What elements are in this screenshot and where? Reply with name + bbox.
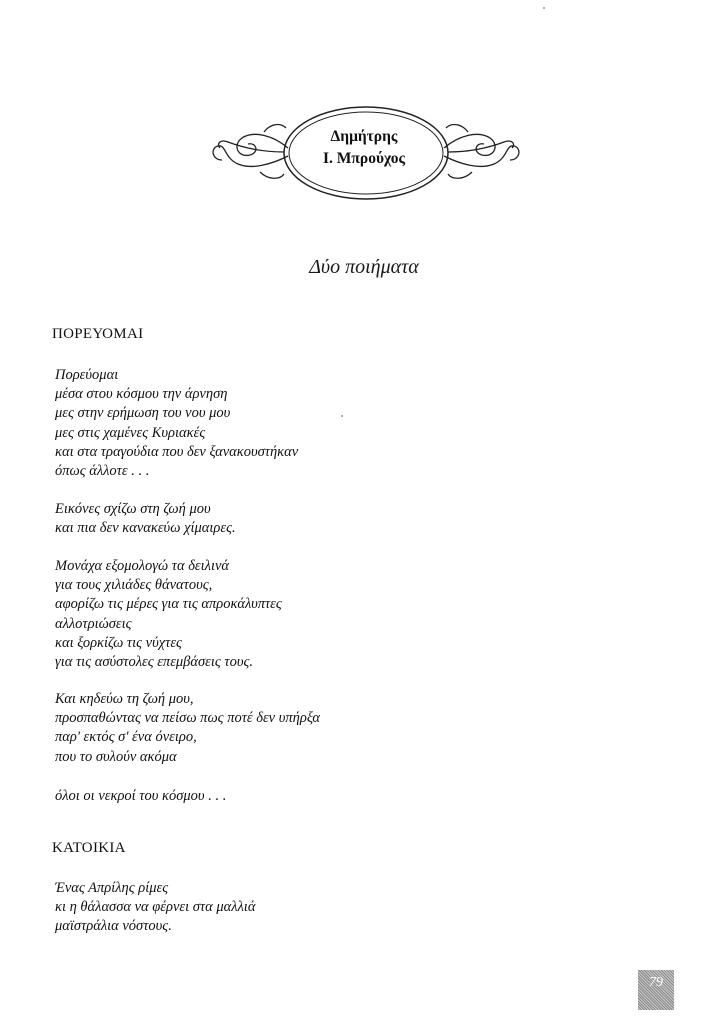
poem-line: προσπαθώντας να πείσω πως ποτέ δεν υπήρξα [55, 710, 321, 727]
author-last-name: Ι. Μπρούχος [323, 150, 405, 167]
poem1-stanza-5 [55, 787, 226, 806]
poem-line: μες στις χαμένες Κυριακές [55, 424, 206, 441]
poem1-stanza-3 [55, 557, 282, 672]
scan-speck [543, 7, 545, 9]
poem-line: και πια δεν κανακεύω χίμαιρες. [55, 520, 236, 537]
page-number: 79 [638, 970, 674, 1010]
poem-line: Εικόνες σχίζω στη ζωή μου [55, 501, 211, 517]
poem-line: και ξορκίζω τις νύχτες [55, 634, 182, 651]
poem-line: και στα τραγούδια που δεν ξανακουστήκαν [55, 443, 299, 460]
author-name [294, 126, 434, 170]
scan-speck [341, 415, 343, 417]
poem-line: όπως άλλοτε . . . [55, 463, 150, 480]
poem-line: Πορεύομαι [55, 367, 119, 383]
poem-line: για τους χιλιάδες θάνατους, [55, 577, 213, 594]
poem-line: μες στην ερήμωση του νου μου [55, 405, 231, 422]
poem1-stanza-4 [55, 690, 320, 767]
page-title: Δύο ποιήματα [309, 256, 419, 278]
poem-line: παρ' εκτός σ' ένα όνειρο, [55, 729, 197, 746]
poem-line: Και κηδεύω τη ζωή μου, [55, 691, 194, 707]
poem1-stanza-2 [55, 500, 236, 538]
poem-line: μαϊστράλια νόστους. [55, 918, 172, 935]
poem-line: κι η θάλασσα να φέρνει στα μαλλιά [55, 899, 256, 916]
poem-line: αλλοτριώσεις [55, 615, 132, 632]
poem-line: αφορίζω τις μέρες για τις απροκάλυπτες [55, 596, 282, 613]
poem-line: για τις ασύστολες επεμβάσεις τους. [55, 654, 254, 671]
poem-line: Ένας Απρίλης ρίμες [55, 880, 169, 896]
poem-line: Μονάχα εξομολογώ τα δειλινά [55, 558, 230, 574]
poem-line: όλοι οι νεκροί του κόσμου . . . [55, 788, 227, 804]
poem-heading-poreuomai: ΠΟΡΕΥΟΜΑΙ [52, 326, 144, 342]
poem1-stanza-1 [55, 366, 298, 481]
poem-line: μέσα στου κόσμου την άρνηση [55, 386, 228, 403]
author-first-name: Δημήτρης [330, 128, 398, 145]
poem2-stanza-1 [55, 879, 255, 937]
poem-line: που το συλούν ακόμα [55, 748, 177, 765]
poem-heading-katoikia: ΚΑΤΟΙΚΙΑ [52, 840, 126, 856]
